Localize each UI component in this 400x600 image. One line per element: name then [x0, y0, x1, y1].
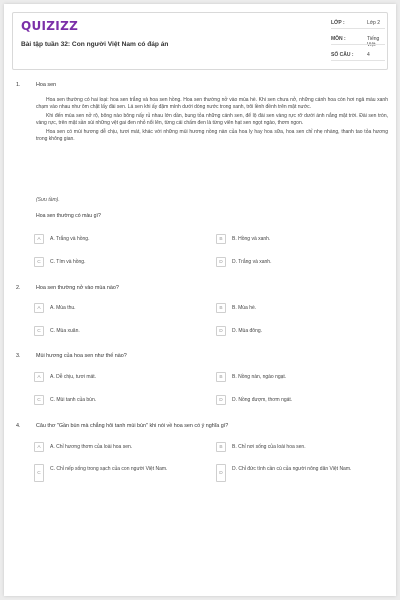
answer-option-d[interactable]: [216, 257, 386, 271]
option-letter: D: [216, 395, 226, 405]
option-letter: C: [34, 464, 44, 482]
option-letter: D: [216, 464, 226, 482]
answer-option-d[interactable]: [216, 464, 386, 486]
option-text: B. Hồng và xanh.: [232, 236, 271, 242]
option-text: D. Mùa đông.: [232, 328, 263, 334]
answer-option-a[interactable]: [34, 442, 204, 456]
answer-option-a[interactable]: [34, 303, 204, 317]
meta-row-subject: [321, 33, 389, 48]
question-number: 4.: [16, 423, 21, 429]
passage-source: (Sưu tầm).: [36, 197, 60, 203]
worksheet-header: [12, 12, 388, 70]
answer-option-c[interactable]: [34, 326, 204, 340]
answer-option-b[interactable]: [216, 234, 386, 248]
option-text: C. Chỉ nếp sống trong sạch của con người Việt Nam.: [50, 466, 168, 472]
question-text: Mùi hương của hoa sen như thế nào?: [36, 353, 127, 359]
option-letter: A: [34, 234, 44, 244]
meta-value: 4: [367, 52, 370, 58]
answer-option-d[interactable]: [216, 395, 386, 409]
question-text: Câu thơ "Gần bùn mà chẳng hôi tanh mùi bùn" khi nói về hoa sen có ý nghĩa gì?: [36, 423, 229, 429]
option-text: D. Chỉ đức tính cần cù của người nông dân Việt Nam.: [232, 466, 352, 472]
meta-row-class: [321, 17, 389, 29]
question-text: Hoa sen: [36, 82, 57, 88]
option-letter: A: [34, 442, 44, 452]
meta-value: Lớp 2: [367, 20, 381, 26]
answer-option-c[interactable]: [34, 464, 204, 486]
option-letter: B: [216, 442, 226, 452]
answer-option-b[interactable]: [216, 372, 386, 386]
passage-paragraph: Khi đến mùa sen nở rộ, bông nào bông nấy rủ nhau lớn dần, bung tỏa những cánh sen, để lộ đài sen vàng rực rỡ dưới ánh nắng mặt trời. Đài sen tròn, vàng rực, trên mặt sần sùi những vệt gai đen nhỏ nổi lên, từng cái chấm đen là từng viên hạt sen ngọt ngào, thơm ngon.: [36, 113, 388, 126]
quizizz-logo: QUIZIZZ: [21, 19, 79, 33]
option-text: C. Mùi tanh của bùn.: [50, 397, 97, 403]
meta-panel: [321, 13, 389, 69]
option-letter: C: [34, 326, 44, 336]
option-letter: A: [34, 303, 44, 313]
answer-option-c[interactable]: [34, 395, 204, 409]
answer-option-d[interactable]: [216, 326, 386, 340]
option-text: D. Nồng đượm, thơm ngát.: [232, 397, 293, 403]
option-text: A. Chỉ hương thơm của loài hoa sen.: [50, 444, 133, 450]
option-letter: B: [216, 303, 226, 313]
question-number: 2.: [16, 285, 21, 291]
option-text: C. Tím và hồng.: [50, 259, 86, 265]
option-letter: C: [34, 257, 44, 267]
passage-paragraph: Hoa sen thường có hai loại: hoa sen trắng và hoa sen hồng. Hoa sen thường nở vào mùa hè. Khi sen chưa nở, những cánh hoa còn hơi ngả màu xanh chạm vào nhau như ôm chặt lấy đài sen. Lá sen khi ấy đậm mình dưới dòng nước trong xanh, trôi lềnh đềnh trên mặt nước.: [36, 97, 388, 110]
worksheet-page: [4, 4, 396, 596]
option-letter: D: [216, 257, 226, 267]
option-letter: B: [216, 372, 226, 382]
sub-question: Hoa sen thường có màu gì?: [36, 213, 101, 219]
option-text: A. Mùa thu.: [50, 305, 76, 311]
meta-value: Tiếng Việt: [367, 36, 380, 48]
question-number: 1.: [16, 82, 21, 88]
option-letter: A: [34, 372, 44, 382]
option-text: D. Trắng và xanh.: [232, 259, 272, 265]
option-letter: B: [216, 234, 226, 244]
option-text: B. Mùa hè.: [232, 305, 257, 311]
answer-option-b[interactable]: [216, 442, 386, 456]
option-text: C. Mùa xuân.: [50, 328, 80, 334]
answer-option-c[interactable]: [34, 257, 204, 271]
meta-key: MÔN :: [331, 36, 346, 42]
meta-key: SỐ CÂU :: [331, 52, 354, 58]
option-text: B. Chỉ nơi sống của loài hoa sen.: [232, 444, 306, 450]
option-letter: C: [34, 395, 44, 405]
option-letter: D: [216, 326, 226, 336]
option-text: A. Dễ chịu, tươi mát.: [50, 374, 97, 380]
question-number: 3.: [16, 353, 21, 359]
answer-option-b[interactable]: [216, 303, 386, 317]
page-title: Bài tập tuần 32: Con người Việt Nam có đáp án: [21, 41, 169, 48]
question-text: Hoa sen thường nở vào mùa nào?: [36, 285, 119, 291]
option-text: B. Nồng nàn, ngào ngạt.: [232, 374, 287, 380]
answer-option-a[interactable]: [34, 372, 204, 386]
reading-passage: [36, 97, 388, 146]
meta-row-count: [321, 49, 389, 61]
answer-option-a[interactable]: [34, 234, 204, 248]
option-text: A. Trắng và hồng.: [50, 236, 90, 242]
meta-key: LỚP :: [331, 20, 345, 26]
passage-paragraph: Hoa sen có mùi hương dễ chịu, tươi mát, khác với những mùi hương nồng nàn của hoa ly hay hoa sữa, hoa sen chỉ nhẹ nhàng, thanh tao tỏa hương trong không gian.: [36, 129, 388, 142]
